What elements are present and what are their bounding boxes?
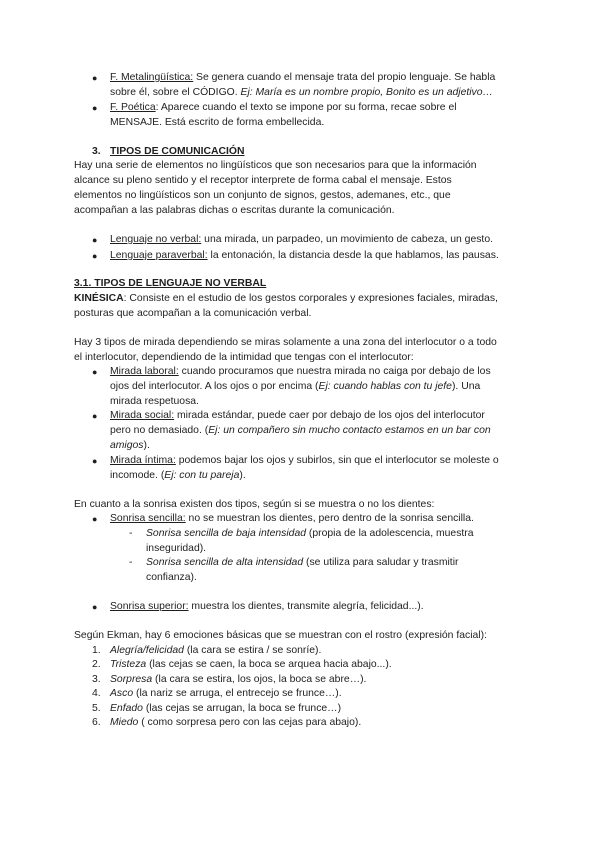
mirada-laboral-label: Mirada laboral: (110, 366, 179, 377)
bullet-icon: ● (92, 602, 98, 612)
mirada-social-line2: pero no demasiado. (Ej: un compañero sin mucho contacto estamos en un bar con (110, 425, 491, 436)
emocion-number: 3. (92, 674, 101, 685)
mirada-intima-line2: incomode. (Ej: con tu pareja). (110, 470, 246, 481)
sonrisa-sencilla-line: Sonrisa sencilla: no se muestran los dientes, pero dentro de la sonrisa sencilla. (110, 513, 474, 524)
poetica-line1: F. Poética: Aparece cuando el texto se impone por su forma, recae sobre el (110, 102, 457, 113)
poetica-line2: MENSAJE. Está escrito de forma embellecida. (110, 117, 325, 128)
emocion-number: 1. (92, 645, 101, 656)
kinesica-line1: KINÉSICA: Consiste en el estudio de los gestos corporales y expresiones faciales, miradas, (74, 293, 498, 304)
bullet-icon: ● (92, 73, 98, 83)
mirada-intro-line: el interlocutor, dependiendo de la intimidad que tengas con el interlocutor: (74, 352, 414, 363)
sonrisa-baja-line2: inseguridad). (146, 543, 207, 554)
mirada-intima-label: Mirada íntima: (110, 455, 176, 466)
section3-paragraph-line: elementos no lingüísticos son un conjunto de signos, gestos, ademanes, etc., que (74, 190, 451, 201)
poetica-label: F. Poética (110, 102, 156, 113)
section3-title: TIPOS DE COMUNICACIÓN (110, 146, 245, 157)
lenguaje-no-verbal-item: Lenguaje no verbal: una mirada, un parpadeo, un movimiento de cabeza, un gesto. (110, 234, 493, 245)
emocion-item: Enfado (las cejas se arrugan, la boca se frunce…) (110, 703, 342, 714)
mirada-social-label: Mirada social: (110, 410, 175, 421)
bullet-icon: ● (92, 411, 98, 421)
bullet-icon: ● (92, 251, 98, 261)
metalinguistica-line1: F. Metalingüística: Se genera cuando el mensaje trata del propio lenguaje. Se habla (110, 72, 496, 83)
emocion-item: Alegría/felicidad (la cara se estira / se sonríe). (110, 645, 322, 656)
mirada-laboral-line2: ojos del interlocutor. A los ojos o por encima (Ej: cuando hablas con tu jefe). Una (110, 381, 481, 392)
bullet-icon: ● (92, 514, 98, 524)
section3-paragraph-line: alcance su pleno sentido y el receptor interprete de forma cabal el mensaje. Estos (74, 175, 452, 186)
emocion-item: Asco (la nariz se arruga, el entrecejo se frunce…). (110, 688, 342, 699)
mirada-intima-line1: Mirada íntima: podemos bajar los ojos y subirlos, sin que el interlocutor se moleste o (110, 455, 499, 466)
bullet-icon: ● (92, 235, 98, 245)
kinesica-label: KINÉSICA (74, 293, 124, 304)
bullet-icon: ● (92, 367, 98, 377)
sonrisa-baja-line1: Sonrisa sencilla de baja intensidad (propia de la adolescencia, muestra (146, 528, 474, 539)
metalinguistica-label: F. Metalingüística: (110, 72, 194, 83)
metalinguistica-example: Ej: María es un nombre propio, Bonito es un adjetivo… (240, 87, 493, 98)
lenguaje-paraverbal-item: Lenguaje paraverbal: la entonación, la distancia desde la que hablamos, las pausas. (110, 250, 499, 261)
emocion-number: 4. (92, 688, 101, 699)
dash-icon: - (129, 528, 133, 539)
sonrisa-intro: En cuanto a la sonrisa existen dos tipos, según si se muestra o no los dientes: (74, 499, 435, 510)
section3-number: 3. (92, 146, 101, 157)
mirada-social-line3: amigos). (110, 440, 150, 451)
sonrisa-alta-line1: Sonrisa sencilla de alta intensidad (se utiliza para saludar y trasmitir (146, 557, 459, 568)
mirada-laboral-line3: mirada respetuosa. (110, 396, 199, 407)
mirada-social-line1: Mirada social: mirada estándar, puede caer por debajo de los ojos del interlocutor (110, 410, 485, 421)
bullet-icon: ● (92, 103, 98, 113)
dash-icon: - (129, 557, 133, 568)
sonrisa-superior-line: Sonrisa superior: muestra los dientes, transmite alegría, felicidad...). (110, 601, 424, 612)
metalinguistica-line2: sobre él, sobre el CÓDIGO. Ej: María es un nombre propio, Bonito es un adjetivo… (110, 87, 493, 98)
emocion-number: 5. (92, 703, 101, 714)
sonrisa-alta-line2: confianza). (146, 572, 197, 583)
section3-paragraph-line: acompañan a las palabras dichas o escritas durante la comunicación. (74, 205, 395, 216)
emocion-item: Miedo ( como sorpresa pero con las cejas para abajo). (110, 717, 362, 728)
bullet-icon: ● (92, 456, 98, 466)
emocion-item: Sorpresa (la cara se estira, los ojos, la boca se abre…). (110, 674, 367, 685)
emocion-number: 6. (92, 717, 101, 728)
kinesica-line2: posturas que acompañan a la comunicación verbal. (74, 308, 312, 319)
emocion-item: Tristeza (las cejas se caen, la boca se arquea hacia abajo...). (110, 659, 392, 670)
mirada-intro-line: Hay 3 tipos de mirada dependiendo se miras solamente a una zona del interlocutor o a todo (74, 337, 497, 348)
section3-paragraph-line: Hay una serie de elementos no lingüísticos que son necesarios para que la información (74, 160, 477, 171)
emociones-intro: Según Ekman, hay 6 emociones básicas que se muestran con el rostro (expresión facial): (74, 630, 487, 641)
mirada-laboral-line1: Mirada laboral: cuando procuramos que nuestra mirada no caiga por debajo de los (110, 366, 491, 377)
section31-title: 3.1. TIPOS DE LENGUAJE NO VERBAL (74, 278, 267, 289)
emocion-number: 2. (92, 659, 101, 670)
